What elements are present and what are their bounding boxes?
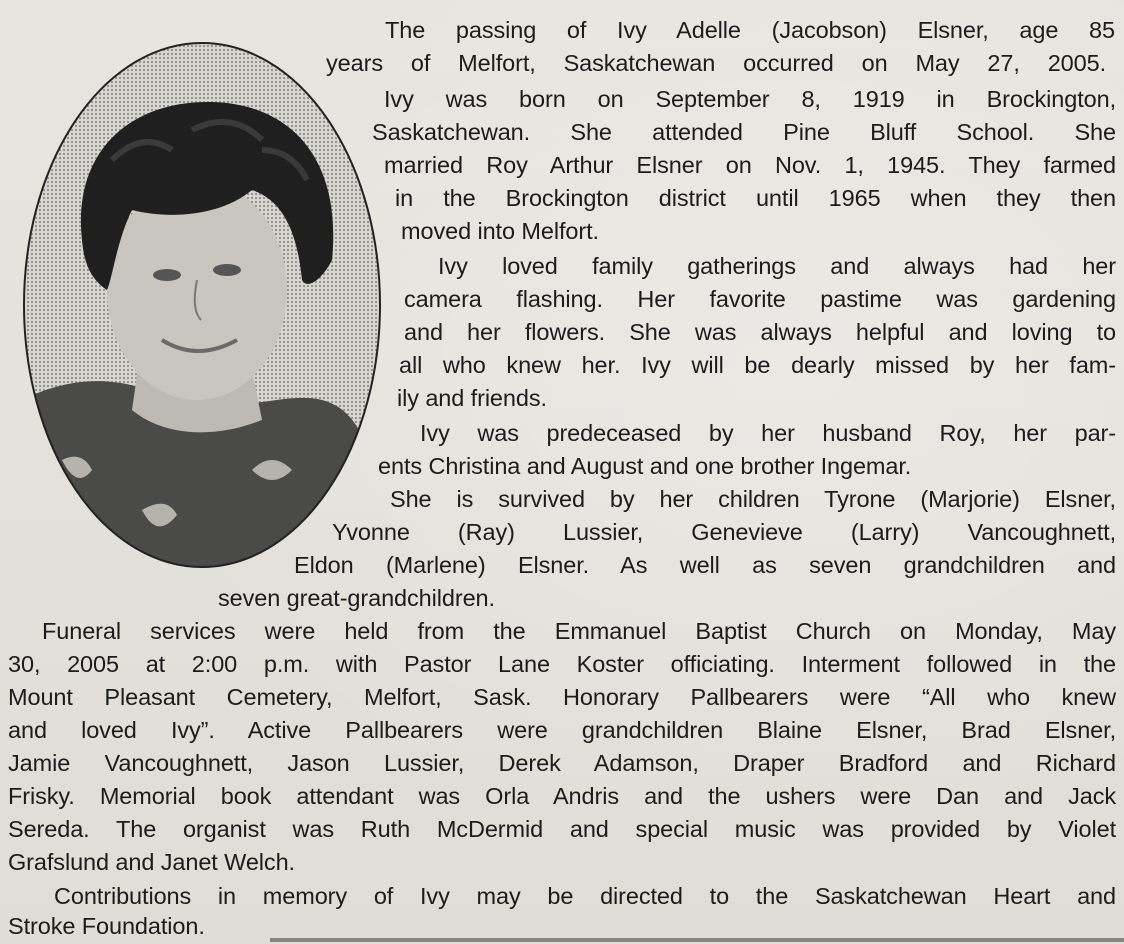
obituary-line: and loved Ivy”. Active Pallbearers were grandchildren Blaine Elsner, Brad Elsner, (8, 717, 1116, 743)
obituary-line: all who knew her. Ivy will be dearly missed by her fam- (399, 352, 1116, 378)
obituary-line: Jamie Vancoughnett, Jason Lussier, Derek Adamson, Draper Bradford and Richard (8, 750, 1116, 776)
obituary-line: Sereda. The organist was Ruth McDermid and special music was provided by Violet (8, 816, 1116, 842)
obituary-line: and her flowers. She was always helpful and loving to (404, 319, 1116, 345)
obituary-line: Ivy was born on September 8, 1919 in Brockington, (384, 86, 1116, 112)
obituary-line: ily and friends. (397, 385, 547, 411)
obituary-line: moved into Melfort. (401, 218, 599, 244)
obituary-line: Ivy loved family gatherings and always had her (438, 253, 1116, 279)
obituary-line: in the Brockington district until 1965 when they then (395, 185, 1116, 211)
obituary-line: Yvonne (Ray) Lussier, Genevieve (Larry) Vancoughnett, (332, 519, 1116, 545)
obituary-line: Grafslund and Janet Welch. (8, 849, 295, 875)
obituary-line: camera flashing. Her favorite pastime was gardening (404, 286, 1116, 312)
obituary-line: Frisky. Memorial book attendant was Orla Andris and the ushers were Dan and Jack (8, 783, 1116, 809)
obituary-line: Funeral services were held from the Emmanuel Baptist Church on Monday, May (42, 618, 1116, 644)
bottom-rule (270, 938, 1124, 942)
obituary-line: ents Christina and August and one brother Ingemar. (378, 453, 912, 479)
obituary-line: 30, 2005 at 2:00 p.m. with Pastor Lane Koster officiating. Interment followed in the (8, 651, 1116, 677)
obituary-line: seven great-grandchildren. (218, 585, 495, 611)
obituary-line: Eldon (Marlene) Elsner. As well as seven grandchildren and (294, 552, 1116, 578)
obituary-line: married Roy Arthur Elsner on Nov. 1, 1945. They farmed (384, 152, 1116, 178)
obituary-line: Stroke Foundation. (8, 913, 205, 939)
obituary-line: Contributions in memory of Ivy may be directed to the Saskatchewan Heart and (54, 883, 1116, 909)
obituary-line: Ivy was predeceased by her husband Roy, her par- (420, 420, 1116, 446)
obituary-line: Mount Pleasant Cemetery, Melfort, Sask. Honorary Pallbearers were “All who knew (8, 684, 1116, 710)
obituary-line: years of Melfort, Saskatchewan occurred on May 27, 2005. (326, 50, 1106, 76)
obituary-line: She is survived by her children Tyrone (Marjorie) Elsner, (390, 486, 1116, 512)
portrait-photo (22, 40, 382, 570)
obituary-line: Saskatchewan. She attended Pine Bluff School. She (372, 119, 1116, 145)
obituary-line: The passing of Ivy Adelle (Jacobson) Elsner, age 85 (385, 17, 1115, 43)
